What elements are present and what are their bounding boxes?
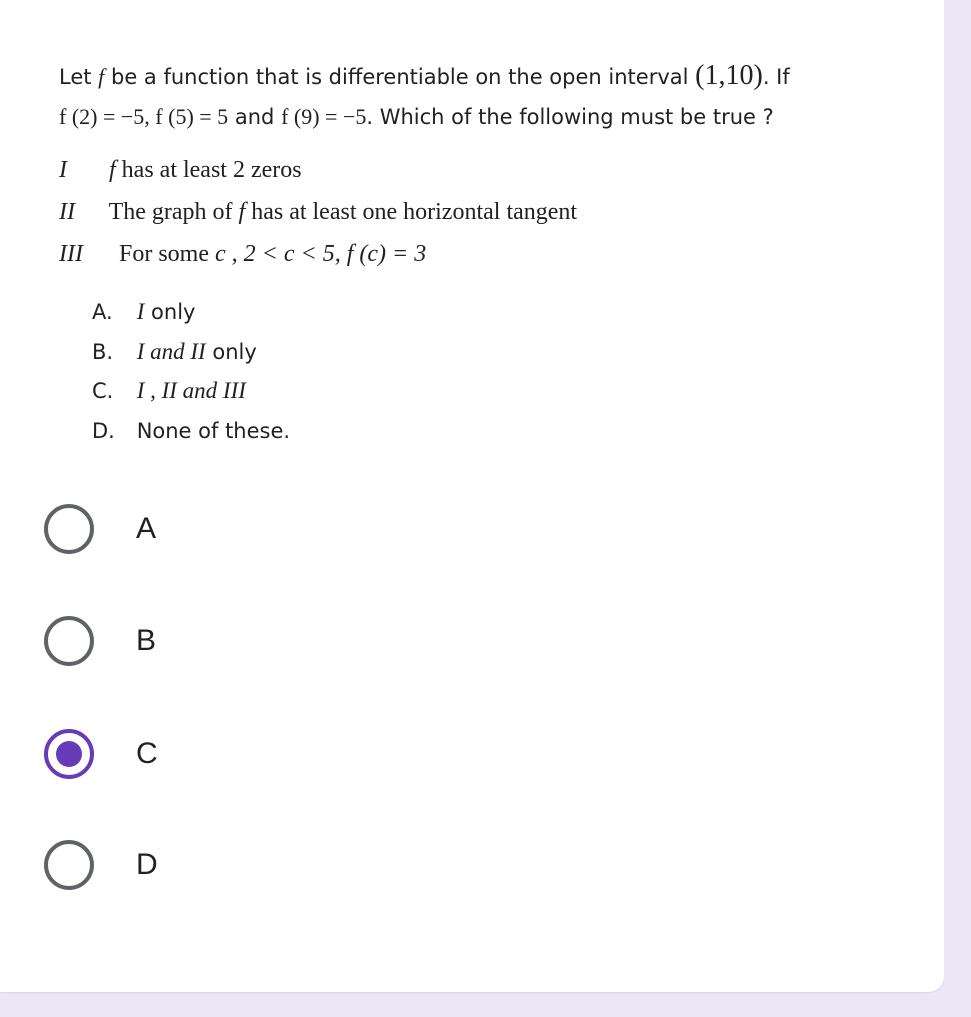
statement-text: The graph of [108,199,233,225]
statement-number: II [59,199,75,225]
statement-number: III [59,241,83,267]
radio-button-a[interactable] [44,504,94,554]
radio-selected-dot [56,741,82,767]
question-text-tail: . If [762,65,790,89]
choice-a[interactable] [44,500,156,558]
choice-label-d: D [136,848,158,881]
radio-button-d[interactable] [44,840,94,890]
option-letter: B. [92,340,114,364]
choice-b[interactable] [44,612,156,670]
question-line-2 [59,104,774,130]
page-background-strip [944,0,971,1017]
statement-2 [59,199,577,226]
question-text-which: . Which of the following must be true ? [366,105,774,129]
math-f: f [98,64,105,89]
statement-text: has at least 2 zeros [121,157,302,183]
option-text-a [92,299,195,325]
radio-button-c-selected[interactable] [44,729,94,779]
option-text-d [92,419,290,443]
option-rest: only [151,300,196,324]
option-text-c [92,378,246,404]
statement-3 [59,241,426,268]
option-rest: None of these. [136,419,291,443]
math-conditions-2: f (9) = −5 [281,104,367,129]
question-line-1 [59,60,790,92]
statement-text: For some [119,241,209,267]
option-letter: D. [92,419,115,443]
option-roman: I , II and III [136,378,246,403]
math-interval: (1,10) [695,60,763,91]
choice-c[interactable] [44,725,158,783]
radio-button-b[interactable] [44,616,94,666]
math-f: f [238,199,246,225]
math-conditions-1: f (2) = −5, f (5) = 5 [59,104,229,129]
statement-1 [59,157,302,184]
choice-label-c: C [136,737,158,770]
option-letter: C. [92,379,114,403]
option-rest: only [212,340,257,364]
option-roman: I [136,299,145,324]
option-roman: I and II [136,339,206,364]
question-text-let: Let [59,65,92,89]
choice-label-a: A [136,512,157,545]
choice-d[interactable] [44,836,158,894]
question-text-and: and [234,105,275,129]
statement-text-2: has at least one horizontal tangent [251,199,578,225]
option-text-b [92,339,257,365]
choice-label-b: B [136,624,157,657]
question-text: be a function that is differentiable on the open interval [110,65,689,89]
math-f: f [109,157,116,183]
math-expression: c , 2 < c < 5, f (c) = 3 [215,241,427,267]
statement-number: I [59,157,67,183]
option-letter: A. [92,300,113,324]
